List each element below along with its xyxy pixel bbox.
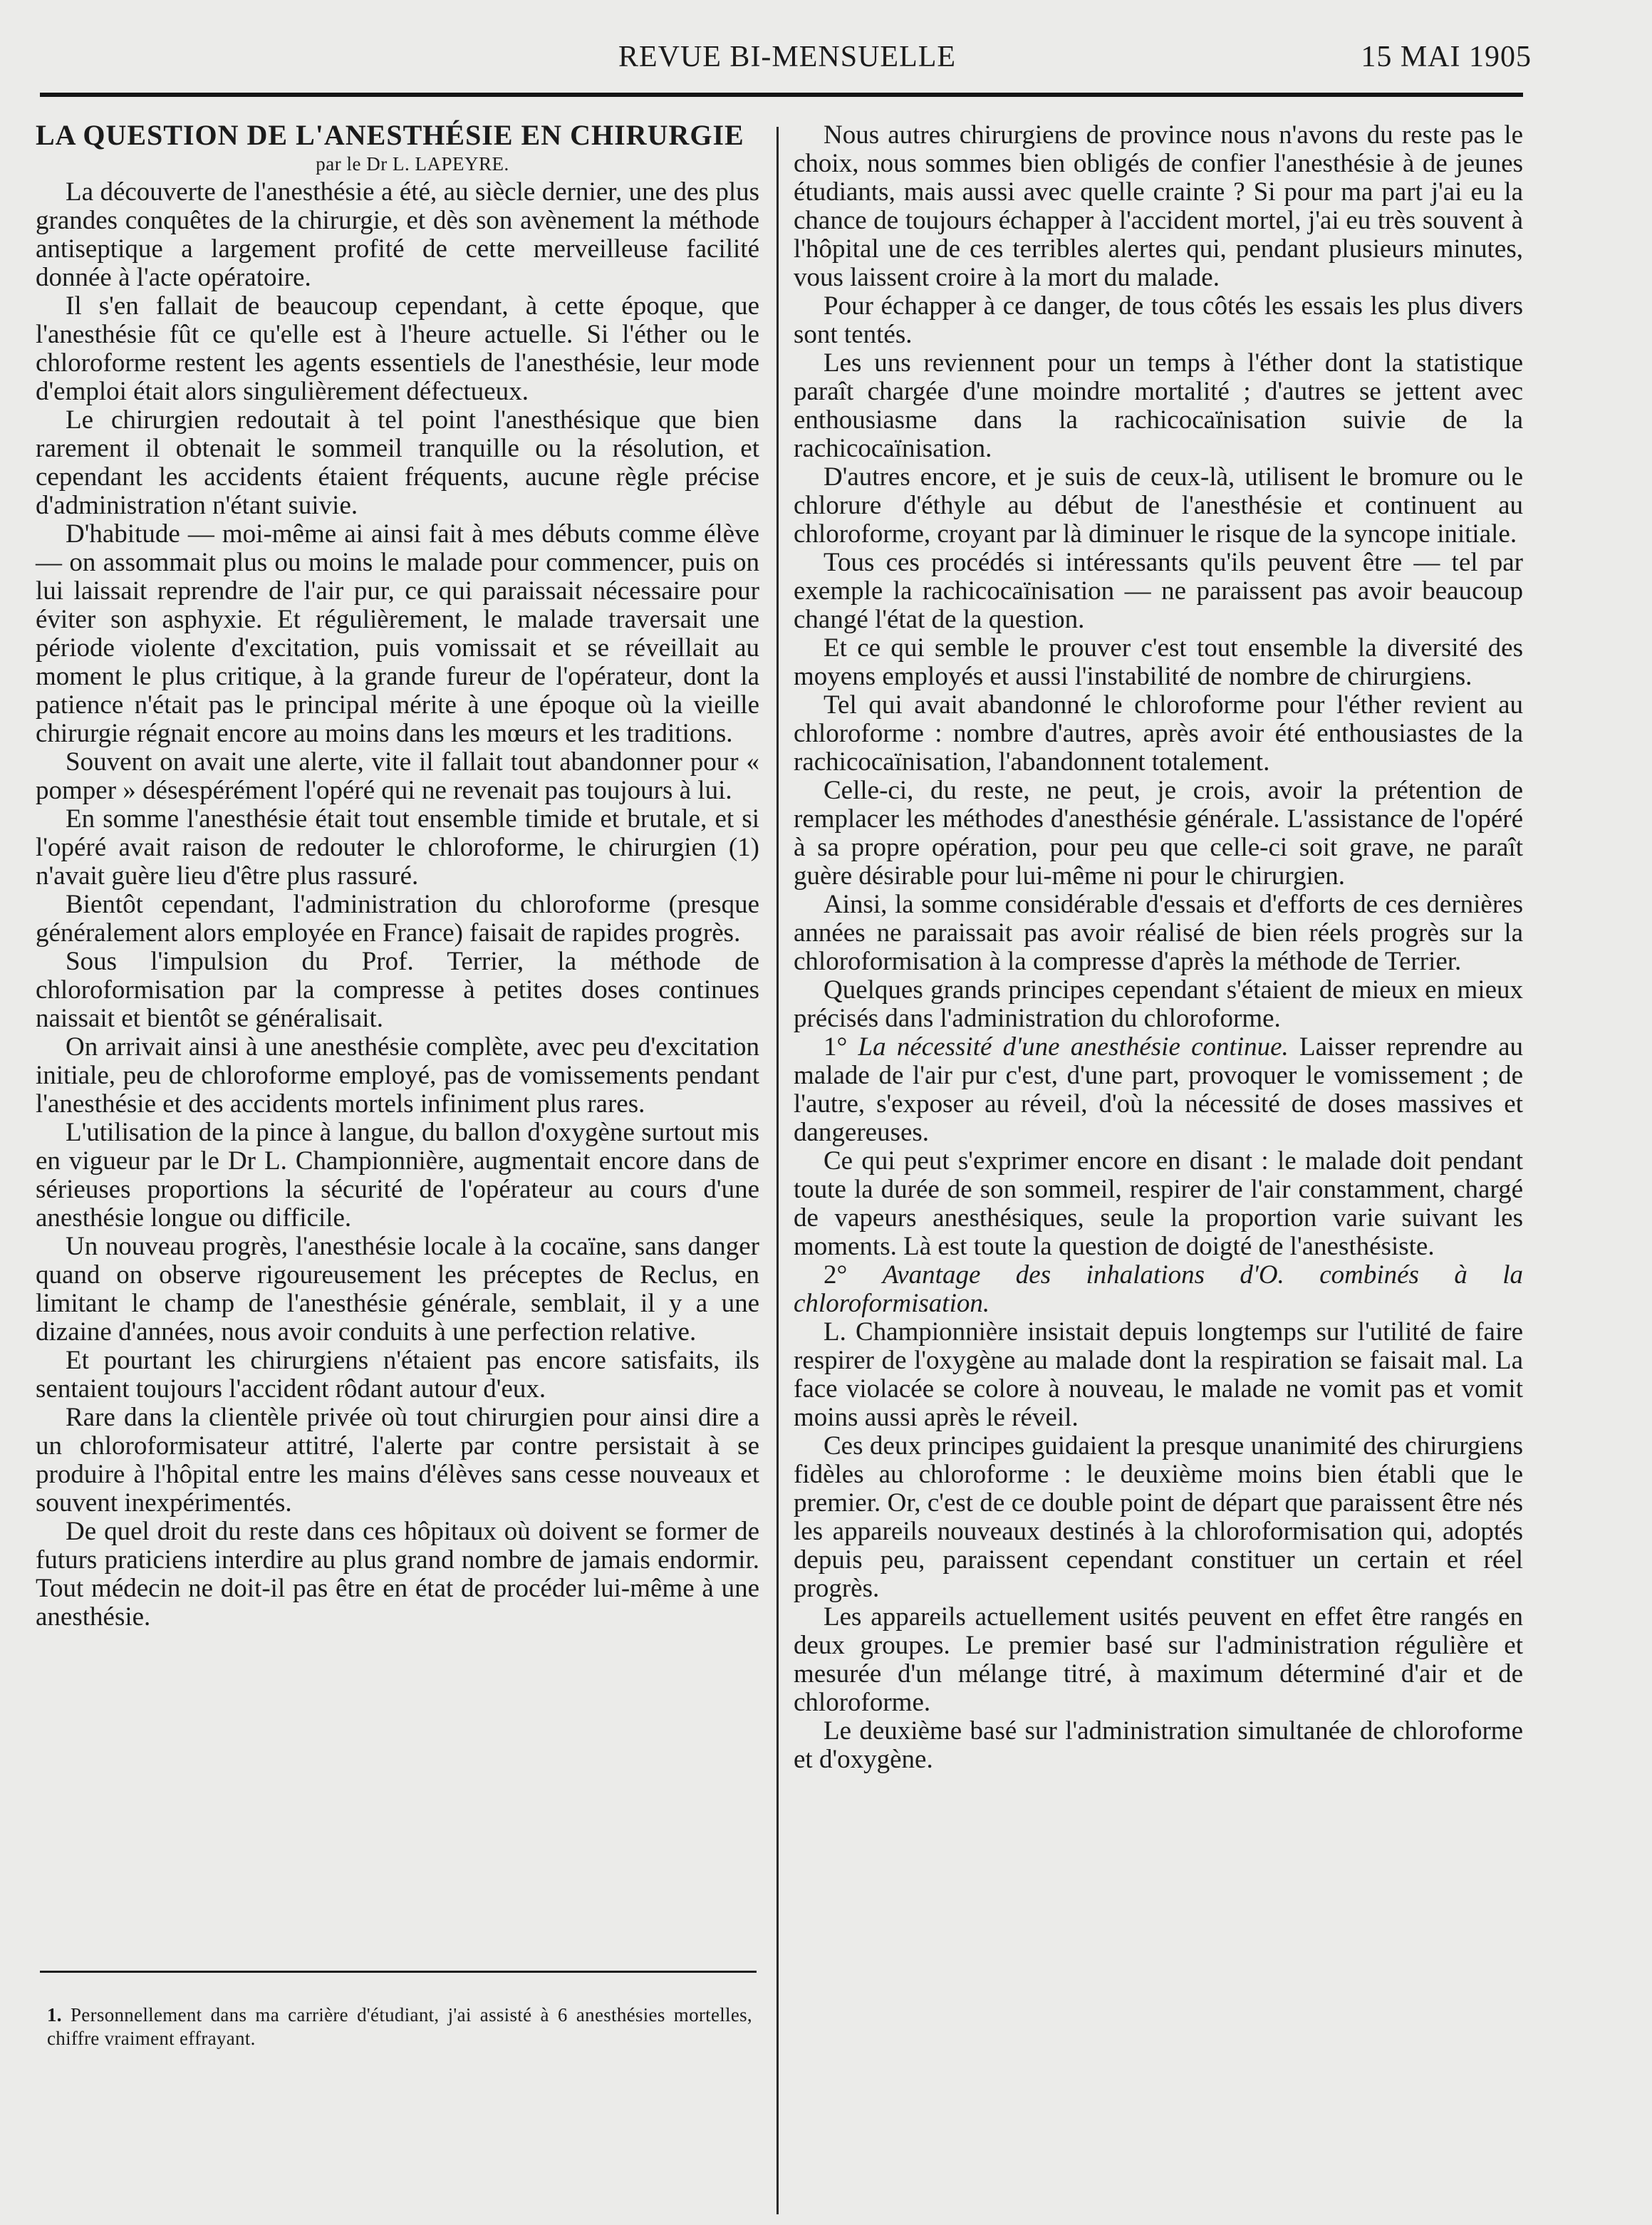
paragraph: Ce qui peut s'exprimer encore en disant : le malade doit pendant toute la durée de son sommeil, respirer de l'air constamment, chargé de vapeurs anesthésiques, seule la proportion varie suivant les moments. Là est toute la question de doigté de l'anesthésiste. [794, 1146, 1523, 1261]
point-1-paragraph [794, 1033, 1523, 1147]
paragraph: Ces deux principes guidaient la presque unanimité des chirurgiens fidèles au chloroforme : le deuxième moins bien établi que le premier. Or, c'est de ce double point de départ que paraissent être nés les appareils nouveaux destinés à la chloroformisation qui, adoptés depuis peu, paraissent cependant constituer un certain et réel progrès. [794, 1431, 1523, 1603]
paragraph: D'autres encore, et je suis de ceux-là, utilisent le bromure ou le chlorure d'éthyle au début de l'anesthésie et continuent au chloroforme, croyant par là diminuer le risque de la syncope initiale. [794, 462, 1523, 549]
paragraph: Les uns reviennent pour un temps à l'éther dont la statistique paraît chargée d'une moindre mortalité ; d'autres se jettent avec enthousiasme dans la rachicocaïnisation suivie de la rachicocaïnisation. [794, 348, 1523, 463]
paragraph: La découverte de l'anesthésie a été, au siècle dernier, une des plus grandes conquêtes de la chirurgie, et dès son avènement la méthode antiseptique a largement profité de cette merveilleuse facilité donnée à l'acte opératoire. [36, 177, 759, 292]
paragraph: Sous l'impulsion du Prof. Terrier, la méthode de chloroformisation par la compresse à petites doses continues naissait et bientôt se généralisait. [36, 947, 759, 1033]
paragraph: Les appareils actuellement usités peuvent en effet être rangés en deux groupes. Le premier basé sur l'administration régulière et mesurée d'un mélange titré, à maximum déterminé d'air et de chloroforme. [794, 1602, 1523, 1717]
paragraph: Bientôt cependant, l'administration du chloroforme (presque généralement alors employée en France) faisait de rapides progrès. [36, 890, 759, 948]
right-column [794, 121, 1523, 1774]
paragraph: Et pourtant les chirurgiens n'étaient pas encore satisfaits, ils sentaient toujours l'accident rôdant autour d'eux. [36, 1346, 759, 1404]
paragraph: Tel qui avait abandonné le chloroforme pour l'éther revient au chloroforme : nombre d'autres, après avoir été enthousiastes de la rachicocaïnisation, l'abandonnent totalement. [794, 690, 1523, 777]
paragraph: Quelques grands principes cependant s'étaient de mieux en mieux précisés dans l'administration du chloroforme. [794, 975, 1523, 1033]
paragraph: Celle-ci, du reste, ne peut, je crois, avoir la prétention de remplacer les méthodes d'anesthésie générale. L'assistance de l'opéré à sa propre opération, pour peu que celle-ci soit grave, ne paraît guère désirable pour lui-même ni pour le chirurgien. [794, 776, 1523, 891]
paragraph: En somme l'anesthésie était tout ensemble timide et brutale, et si l'opéré avait raison de redouter le chloroforme, le chirurgien (1) n'avait guère lieu d'être plus rassuré. [36, 804, 759, 891]
point-1-text: Laisser reprendre au malade de l'air pur c'est, d'une part, provoquer le vomissement ; de l'autre, s'exposer au réveil, d'où la nécessité de doses massives et dangereuses. [794, 1032, 1523, 1147]
footnote-text: Personnellement dans ma carrière d'étudiant, j'ai assisté à 6 anesthésies mortelles, chiffre vraiment effrayant. [47, 2004, 752, 2049]
page-header [43, 34, 1532, 84]
right-paragraphs-a [794, 121, 1523, 1033]
paragraph: Un nouveau progrès, l'anesthésie locale à la cocaïne, sans danger quand on observe rigoureusement les préceptes de Reclus, en limitant le champ de l'anesthésie générale, semblait, il y a une dizaine d'années, nous avoir conduits à une perfection relative. [36, 1232, 759, 1347]
paragraph: L. Championnière insistait depuis longtemps sur l'utilité de faire respirer de l'oxygène au malade dont la respiration se faisait mal. La face violacée se colore à nouveau, le malade ne vomit pas et vomit moins aussi après le réveil. [794, 1317, 1523, 1432]
right-paragraphs-b [794, 1147, 1523, 1261]
paragraph: Le chirurgien redoutait à tel point l'anesthésique que bien rarement il obtenait le sommeil tranquille ou la résolution, et cependant les accidents étaient fréquents, aucune règle précise d'administration n'étant suivie. [36, 405, 759, 520]
paragraph: De quel droit du reste dans ces hôpitaux où doivent se former de futurs praticiens interdire au plus grand nombre de jamais endormir. Tout médecin ne doit-il pas être en état de procéder lui-même à une anesthésie. [36, 1517, 759, 1632]
paragraph: On arrivait ainsi à une anesthésie complète, avec peu d'excitation initiale, peu de chloroforme employé, pas de vomissements pendant l'anesthésie et des accidents mortels infiniment plus rares. [36, 1032, 759, 1119]
article-byline: par le Dr L. LAPEYRE. [316, 153, 509, 175]
paragraph: Ainsi, la somme considérable d'essais et d'efforts de ces dernières années ne paraissait pas avoir réalisé de bien réels progrès sur la chloroformisation à la compresse d'après la méthode de Terrier. [794, 890, 1523, 976]
footnote-rule [40, 1971, 757, 1973]
column-separator [776, 127, 779, 2214]
left-paragraphs [36, 178, 759, 1632]
paragraph: Le deuxième basé sur l'administration simultanée de chloroforme et d'oxygène. [794, 1716, 1523, 1774]
point-1-heading: La nécessité d'une anesthésie continue. [858, 1032, 1289, 1062]
header-rule [40, 93, 1523, 97]
paragraph: Rare dans la clientèle privée où tout chirurgien pour ainsi dire a un chloroformisateur attitré, l'alerte par contre persistait à se produire à l'hôpital entre les mains d'élèves sans cesse nouveaux et souvent inexpérimentés. [36, 1403, 759, 1518]
left-column [36, 121, 759, 1632]
issue-date: 15 MAI 1905 [1361, 41, 1532, 73]
paragraph: Tous ces procédés si intéressants qu'ils peuvent être — tel par exemple la rachicocaïnisation — ne paraissent pas avoir beaucoup changé l'état de la question. [794, 548, 1523, 634]
paragraph: Et ce qui semble le prouver c'est tout ensemble la diversité des moyens employés et aussi l'instabilité de nombre de chirurgiens. [794, 633, 1523, 691]
right-paragraphs-c [794, 1318, 1523, 1774]
paragraph: Souvent on avait une alerte, vite il fallait tout abandonner pour « pomper » désespérément l'opéré qui ne revenait pas toujours à lui. [36, 747, 759, 805]
paragraph: Nous autres chirurgiens de province nous n'avons du reste pas le choix, nous sommes bien obligés de confier l'anesthésie à de jeunes étudiants, mais aussi avec quelle crainte ? Si pour ma part j'ai eu la chance de toujours échapper à l'accident mortel, j'ai eu très souvent à l'hôpital une de ces terribles alertes qui, pendant plusieurs minutes, vous laissent croire à la mort du malade. [794, 120, 1523, 292]
point-2-paragraph [794, 1261, 1523, 1318]
paragraph: Pour échapper à ce danger, de tous côtés les essais les plus divers sont tentés. [794, 291, 1523, 349]
footnote-number: 1. [47, 2004, 62, 2026]
paragraph: Il s'en fallait de beaucoup cependant, à cette époque, que l'anesthésie fût ce qu'elle est à l'heure actuelle. Si l'éther ou le chloroforme restent les agents essentiels de l'anesthésie, leur mode d'emploi était alors singulièrement défectueux. [36, 291, 759, 406]
point-2-label: 2° [824, 1260, 883, 1290]
point-1-label: 1° [824, 1032, 858, 1062]
article-title: LA QUESTION DE L'ANESTHÉSIE EN CHIRURGIE [36, 119, 744, 151]
point-2-heading: Avantage des inhalations d'O. combinés à la chloroformisation. [794, 1260, 1524, 1318]
paragraph: L'utilisation de la pince à langue, du ballon d'oxygène surtout mis en vigueur par le Dr L. Championnière, augmentait encore dans de sérieuses proportions la sécurité de l'opérateur au cours d'une anesthésie longue ou difficile. [36, 1118, 759, 1233]
journal-title: REVUE BI-MENSUELLE [618, 41, 957, 73]
footnote [47, 2003, 752, 2050]
paragraph: D'habitude — moi-même ai ainsi fait à mes débuts comme élève — on assommait plus ou moins le malade pour commencer, puis on lui laissait reprendre de l'air pur, ce qui paraissait nécessaire pour éviter son asphyxie. Et régulièrement, le malade traversait une période violente d'excitation, puis vomissait et se réveillait au moment le plus critique, à la grande fureur de l'opérateur, dont la patience n'était pas le principal mérite à une époque où la vieille chirurgie régnait encore au moins dans les mœurs et les traditions. [36, 519, 759, 748]
